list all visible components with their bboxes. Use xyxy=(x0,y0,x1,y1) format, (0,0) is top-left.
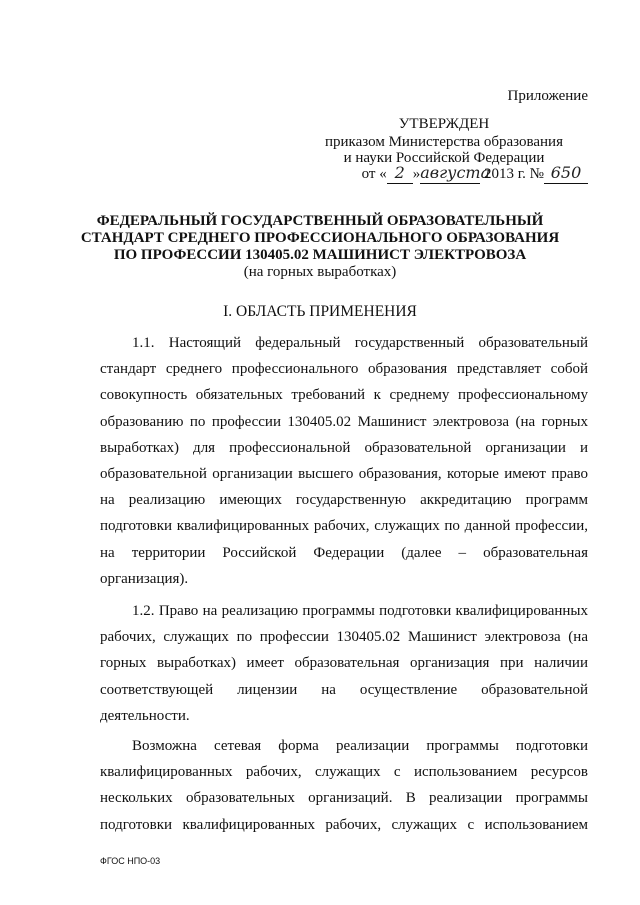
title-subtitle: (на горных выработках) xyxy=(243,264,397,280)
paragraph-1-2: 1.2. Право на реализацию программы подготовки квалифицированных рабочих, служащих по профессии 130405.02 Машинист электровоза (на горных выработках) имеет образовательная организация при наличии соответствующей лицензии на осуществление образовательной деятельности. xyxy=(100,603,588,724)
order-date-line xyxy=(300,163,588,184)
document-title xyxy=(52,213,588,264)
paragraph-network-form: Возможна сетевая форма реализации программы подготовки квалифицированных рабочих, служащих с использованием ресурсов нескольких образовательных организаций. В реализации программы подготовки квалифицированных рабочих, служащих с использованием xyxy=(100,738,588,833)
date-month-handwritten: августа xyxy=(420,163,491,182)
date-mid: » xyxy=(412,166,421,182)
paragraph-1-1: 1.1. Настоящий федеральный государственный образовательный стандарт среднего профессионального образования представляет собой совокупность обязательных требований к среднему профессиональному образованию по профессии 130405.02 Машинист электровоза (на горных выработках) для профессиональной образовательной организации и образовательной организации высшего образования, которые имеют право на реализацию имеющих государственную аккредитацию программ подготовки квалифицированных рабочих, служащих по данной профессии, на территории Российской Федерации (далее – образовательная организация). xyxy=(100,335,588,587)
order-line-2: и науки Российской Федерации xyxy=(343,150,545,166)
footer-code: ФГОС НПО-03 xyxy=(100,856,161,866)
appendix-label: Приложение xyxy=(507,88,588,104)
order-number-handwritten: 650 xyxy=(544,163,588,184)
title-line-2: СТАНДАРТ СРЕДНЕГО ПРОФЕССИОНАЛЬНОГО ОБРАЗОВАНИЯ xyxy=(80,230,560,246)
date-year: 2013 г. № xyxy=(483,166,544,182)
date-day-handwritten: 2 xyxy=(387,163,413,184)
date-prefix: от « xyxy=(361,166,387,182)
section-heading: I. ОБЛАСТЬ ПРИМЕНЕНИЯ xyxy=(223,303,417,320)
order-line-1: приказом Министерства образования xyxy=(325,134,563,150)
title-line-3: ПО ПРОФЕССИИ 130405.02 МАШИНИСТ ЭЛЕКТРОВОЗА xyxy=(113,247,527,263)
approved-label: УТВЕРЖДЕН xyxy=(398,116,490,132)
title-line-1: ФЕДЕРАЛЬНЫЙ ГОСУДАРСТВЕННЫЙ ОБРАЗОВАТЕЛЬНЫЙ xyxy=(96,213,544,229)
